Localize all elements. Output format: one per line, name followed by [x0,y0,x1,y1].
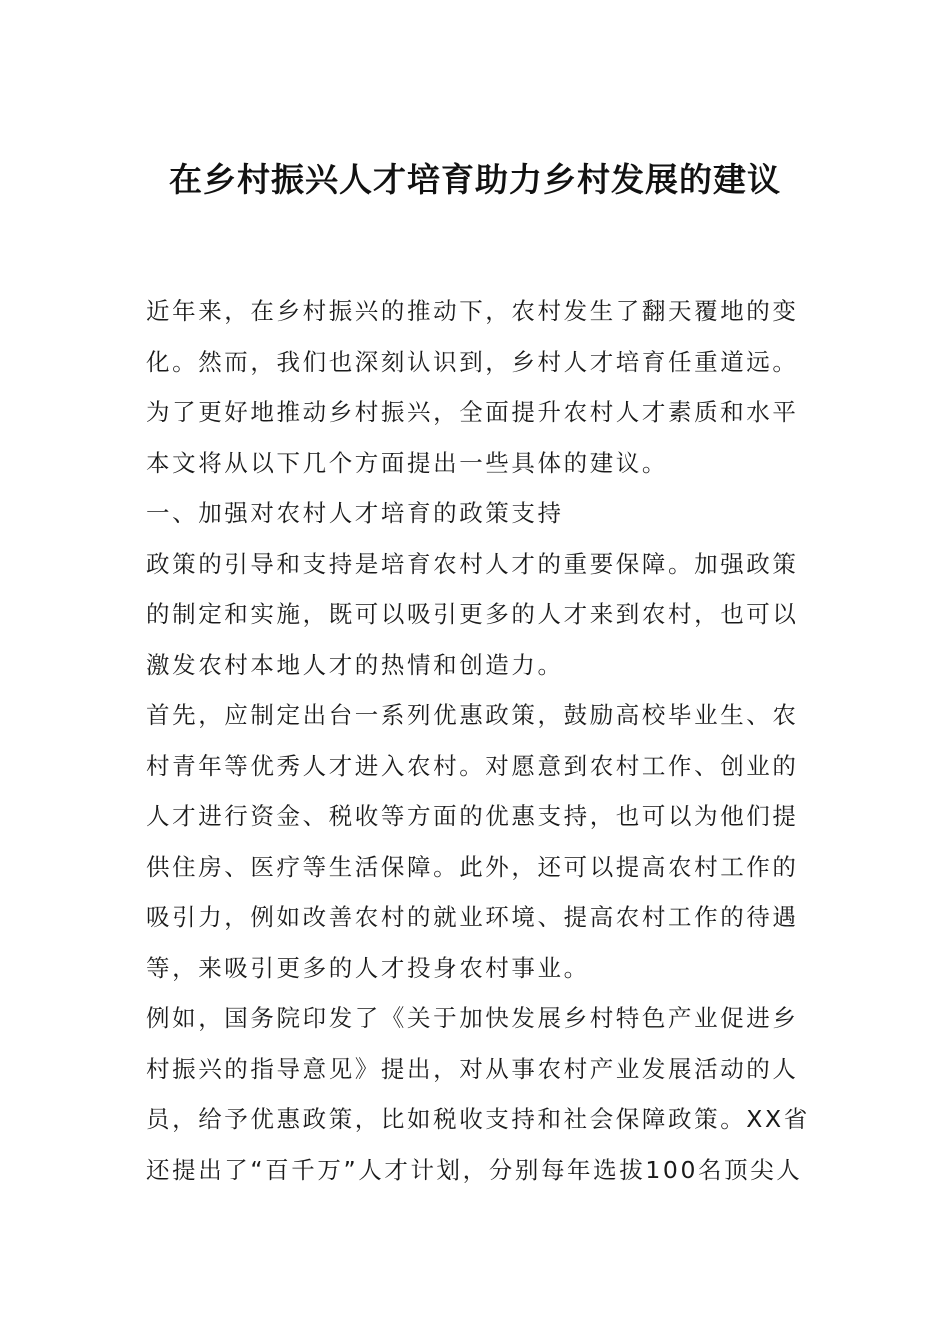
body-line: 等，来吸引更多的人才投身农村事业。 [146,953,590,982]
body-line: 例如，国务院印发了《关于加快发展乡村特色产业促进乡 [146,1004,799,1032]
body-line: 人才进行资金、税收等方面的优惠支持，也可以为他们提 [146,802,799,830]
body-line: 的制定和实施，既可以吸引更多的人才来到农村，也可以 [146,600,799,628]
section-heading: 一、加强对农村人才培育的政策支持 [146,499,564,527]
document-title: 在乡村振兴人才培育助力乡村发展的建议 [169,160,781,199]
body-line: 村振兴的指导意见》提出，对从事农村产业发展活动的人 [146,1054,799,1083]
body-line: 政策的引导和支持是培育农村人才的重要保障。加强政策 [146,549,799,578]
body-line: 吸引力，例如改善农村的就业环境、提高农村工作的待遇 [146,903,799,931]
body-line: 员，给予优惠政策，比如税收支持和社会保障政策。XX省 [146,1105,810,1133]
document-body [146,286,808,1195]
body-line: 近年来，在乡村振兴的推动下，农村发生了翻天覆地的变 [146,297,799,325]
body-line: 还提出了“百千万”人才计划，分别每年选拔100名顶尖人 [146,1155,803,1184]
body-line: 为了更好地推动乡村振兴，全面提升农村人才素质和水平 [146,398,799,426]
body-line: 本文将从以下几个方面提出一些具体的建议。 [146,448,668,477]
body-line: 供住房、医疗等生活保障。此外，还可以提高农村工作的 [146,852,799,881]
body-line: 化。然而，我们也深刻认识到，乡村人才培育任重道远。 [146,347,799,376]
body-line: 村青年等优秀人才进入农村。对愿意到农村工作、创业的 [146,751,799,780]
body-line: 首先，应制定出台一系列优惠政策，鼓励高校毕业生、农 [146,701,799,729]
body-line: 激发农村本地人才的热情和创造力。 [146,650,564,679]
